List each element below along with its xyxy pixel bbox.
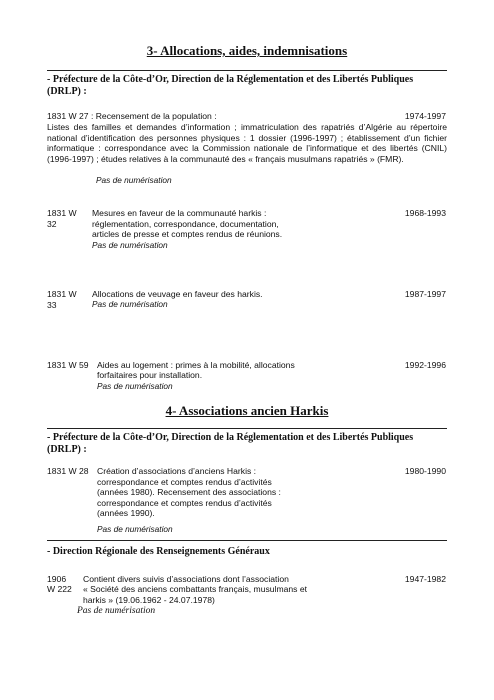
entry-1831w28-note: Pas de numérisation [97, 524, 173, 534]
entry-1831w33-cote-b: 33 [47, 300, 57, 310]
entry-1831w27-cote: 1831 W 27 : Recensement de la population : [47, 111, 217, 121]
entry-1831w33-note: Pas de numérisation [92, 299, 168, 309]
entry-1831w28-line5: (années 1990). [97, 508, 155, 518]
entry-1831w59-line2: forfaitaires pour installation. [97, 370, 203, 380]
entry-1831w32-cote-a: 1831 W [47, 208, 77, 218]
entry-1831w32-line3: articles de presse et comptes rendus de réunions. [92, 229, 283, 239]
entry-1831w28-line4: correspondance et comptes rendus d’activités [97, 498, 272, 508]
entry-1831w32-date: 1968-1993 [404, 208, 446, 218]
entry-1831w27-description: Listes des familles et demandes d’information ; immatriculation des rapatriés d’Algérie au répertoire national d’identification des personnes physiques : 1 dossier (1996-1997) ; établissement d’un fichier informatique : correspondance avec la Commission nationale de l’informatique et des libertés (CNIL) (1996-1997) ; études relatives à la communauté des « français musulmans rapatriés » (FMR). [47, 122, 447, 164]
section-4-department-2: - Direction Régionale des Renseignements Généraux [47, 546, 270, 557]
section-3-title: 3- Allocations, aides, indemnisations [146, 43, 348, 58]
entry-1906w222-line3: harkis » (19.06.1962 - 24.07.1978) [83, 595, 215, 605]
entry-1906w222-cote-b: W 222 [47, 584, 72, 594]
section-4-rule-2 [47, 540, 447, 541]
entry-1831w59-date: 1992-1996 [404, 360, 446, 370]
entry-1831w33-line1: Allocations de veuvage en faveur des harkis. [92, 289, 263, 299]
section-3-department: - Préfecture de la Côte-d’Or, Direction de la Réglementation et des Libertés Publiques (DRLP) : [47, 74, 414, 97]
section-3-rule [47, 70, 447, 71]
entry-1831w28-line2: correspondance et comptes rendus d’activités [97, 477, 272, 487]
entry-1831w27-note: Pas de numérisation [96, 175, 172, 185]
entry-1831w32-line2: réglementation, correspondance, documentation, [92, 219, 279, 229]
entry-1831w32-line1: Mesures en faveur de la communauté harkis : [92, 208, 267, 218]
entry-1831w59-line1: Aides au logement : primes à la mobilité, allocations [97, 360, 295, 370]
entry-1831w32-note: Pas de numérisation [92, 240, 168, 250]
entry-1831w33-cote-a: 1831 W [47, 289, 77, 299]
entry-1906w222-line1: Contient divers suivis d’associations dont l’association [83, 574, 289, 584]
entry-1831w28-date: 1980-1990 [404, 466, 446, 476]
entry-1831w33-date: 1987-1997 [404, 289, 446, 299]
entry-1831w32-cote-b: 32 [47, 219, 57, 229]
entry-1906w222-date: 1947-1982 [404, 574, 446, 584]
entry-1906w222-line2: « Société des anciens combattants français, musulmans et [83, 584, 308, 594]
entry-1831w27-date: 1974-1997 [404, 111, 446, 121]
entry-1831w28-cote: 1831 W 28 [47, 466, 89, 476]
entry-1906w222-cote-a: 1906 [47, 574, 67, 584]
entry-1831w59-cote: 1831 W 59 [47, 360, 89, 370]
section-4-department: - Préfecture de la Côte-d’Or, Direction de la Réglementation et des Libertés Publiques (DRLP) : [47, 432, 414, 455]
section-4-rule [47, 428, 447, 429]
entry-1831w28-line1: Création d’associations d’anciens Harkis : [97, 466, 257, 476]
section-4-title: 4- Associations ancien Harkis [165, 403, 329, 418]
entry-1906w222-note: Pas de numérisation [77, 606, 156, 616]
entry-1831w28-line3: (années 1980). Recensement des associations : [97, 487, 281, 497]
entry-1831w59-note: Pas de numérisation [97, 381, 173, 391]
